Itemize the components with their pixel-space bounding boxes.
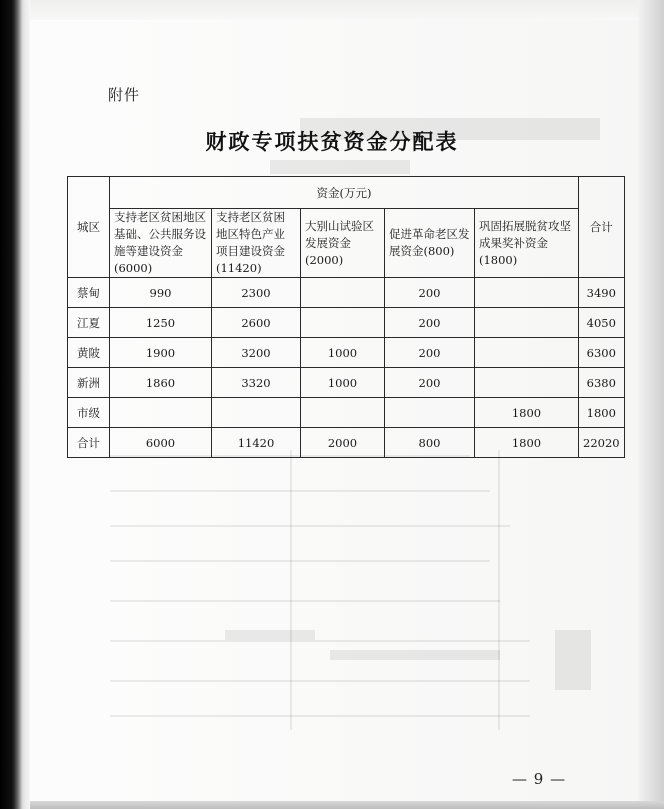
region-cell: 新洲 xyxy=(68,368,110,398)
value-cell: 200 xyxy=(385,308,475,338)
total-cell: 4050 xyxy=(579,308,625,338)
region-cell: 蔡甸 xyxy=(68,278,110,308)
total-cell: 1800 xyxy=(579,398,625,428)
value-cell: 1860 xyxy=(110,368,212,398)
value-cell: 200 xyxy=(385,368,475,398)
region-cell: 市级 xyxy=(68,398,110,428)
binding-dark-edge xyxy=(0,0,22,809)
region-cell: 合计 xyxy=(68,428,110,458)
value-cell xyxy=(301,398,385,428)
total-cell: 3490 xyxy=(579,278,625,308)
table-row xyxy=(68,368,625,398)
value-cell: 1800 xyxy=(475,428,579,458)
value-cell: 1800 xyxy=(475,398,579,428)
value-cell xyxy=(475,308,579,338)
table-row-total xyxy=(68,428,625,458)
value-cell: 990 xyxy=(110,278,212,308)
value-cell: 3200 xyxy=(212,338,301,368)
value-cell: 2300 xyxy=(212,278,301,308)
header-row-top xyxy=(68,177,625,209)
value-cell: 1250 xyxy=(110,308,212,338)
funds-group-header: 资金(万元) xyxy=(110,177,579,209)
table-row xyxy=(68,398,625,428)
value-cell: 11420 xyxy=(212,428,301,458)
value-cell: 6000 xyxy=(110,428,212,458)
value-cell: 1900 xyxy=(110,338,212,368)
allocation-table xyxy=(67,176,625,458)
value-cell xyxy=(475,368,579,398)
value-cell: 200 xyxy=(385,278,475,308)
region-cell: 黄陂 xyxy=(68,338,110,368)
table-row xyxy=(68,338,625,368)
value-cell xyxy=(385,398,475,428)
value-cell: 1000 xyxy=(301,368,385,398)
value-cell: 2600 xyxy=(212,308,301,338)
value-cell xyxy=(301,278,385,308)
value-cell xyxy=(475,338,579,368)
total-cell: 6380 xyxy=(579,368,625,398)
page-top-edge xyxy=(28,0,638,20)
value-cell: 200 xyxy=(385,338,475,368)
total-cell: 6300 xyxy=(579,338,625,368)
column-header: 支持老区贫困地区基础、公共服务设施等建设资金(6000) xyxy=(110,209,212,278)
total-cell: 22020 xyxy=(579,428,625,458)
value-cell: 2000 xyxy=(301,428,385,458)
page-right-edge xyxy=(638,0,664,809)
page-number: — 9 — xyxy=(512,770,567,788)
value-cell xyxy=(212,398,301,428)
value-cell: 800 xyxy=(385,428,475,458)
value-cell xyxy=(301,308,385,338)
table-row xyxy=(68,308,625,338)
region-cell: 江夏 xyxy=(68,308,110,338)
table-row xyxy=(68,278,625,308)
value-cell xyxy=(475,278,579,308)
total-header: 合计 xyxy=(579,177,625,278)
table-title: 财政专项扶贫资金分配表 xyxy=(205,129,459,154)
column-header: 大别山试验区发展资金(2000) xyxy=(301,209,385,278)
value-cell: 1000 xyxy=(301,338,385,368)
page-bottom-edge xyxy=(0,801,664,809)
value-cell xyxy=(110,398,212,428)
header-row-columns xyxy=(68,209,625,278)
column-header: 促进革命老区发展资金(800) xyxy=(385,209,475,278)
column-header: 巩固拓展脱贫攻坚成果奖补资金(1800) xyxy=(475,209,579,278)
value-cell: 3320 xyxy=(212,368,301,398)
column-header: 支持老区贫困地区特色产业项目建设资金(11420) xyxy=(212,209,301,278)
region-header: 城区 xyxy=(68,177,110,278)
attachment-label: 附件 xyxy=(108,86,141,104)
